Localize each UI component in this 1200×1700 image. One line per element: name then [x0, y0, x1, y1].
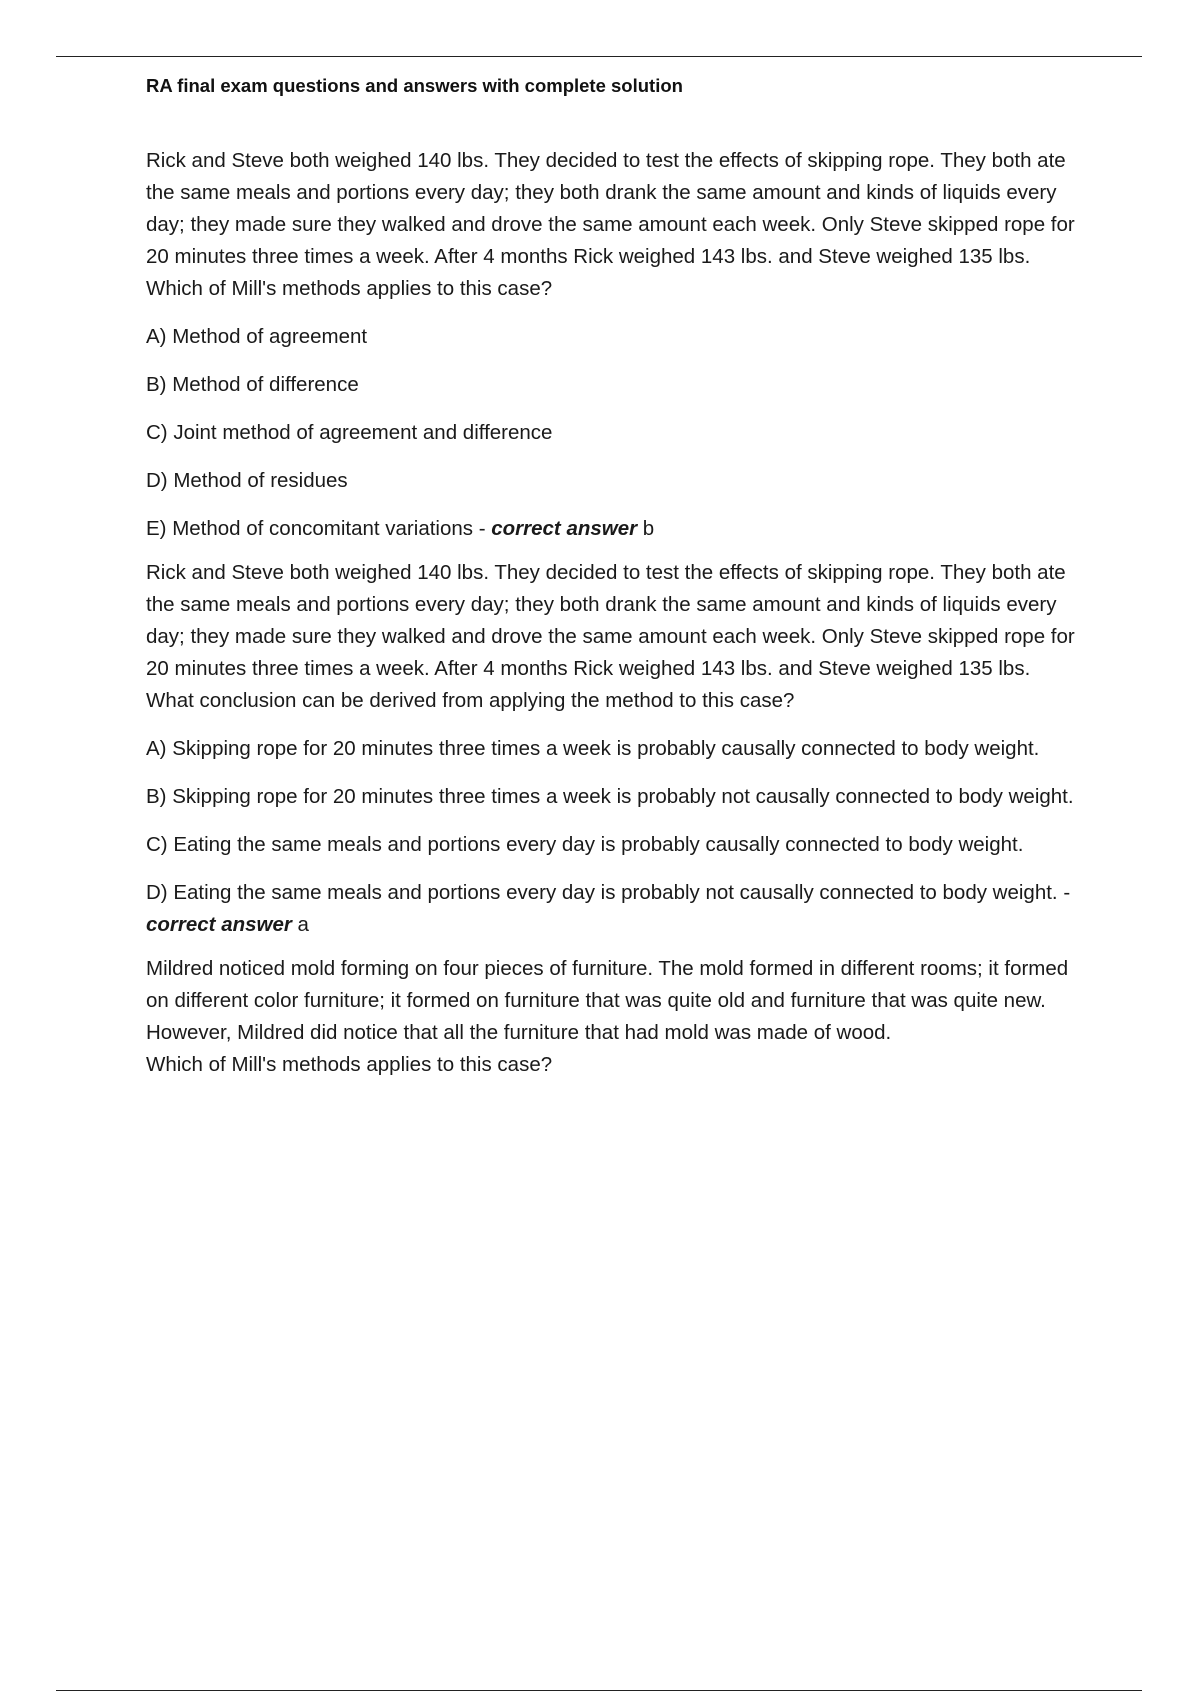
question-scenario: Rick and Steve both weighed 140 lbs. They decided to test the effects of skipping rope. They both ate the same meals and portions every day; they both drank the same amount and kinds of liquids every day; they made sure they walked and drove the same amount each week. Only Steve skipped rope for 20 minutes three times a week. After 4 months Rick weighed 143 lbs. and Steve weighed 135 lbs. — [146, 149, 1075, 268]
question-scenario: Rick and Steve both weighed 140 lbs. They decided to test the effects of skipping rope. They both ate the same meals and portions every day; they both drank the same amount and kinds of liquids every day; they made sure they walked and drove the same amount each week. Only Steve skipped rope for 20 minutes three times a week. After 4 months Rick weighed 143 lbs. and Steve weighed 135 lbs. — [146, 561, 1075, 680]
question-scenario: Mildred noticed mold forming on four pieces of furniture. The mold formed in different rooms; it formed on different color furniture; it formed on furniture that was quite old and furniture that was quite new. However, Mildred did notice that all the furniture that had mold was made of wood. — [146, 957, 1069, 1044]
answer-option-with-key — [146, 877, 1096, 941]
header-rule — [56, 56, 1142, 57]
question-prompt: What conclusion can be derived from applying the method to this case? — [146, 689, 795, 712]
answer-option: D) Method of residues — [146, 469, 348, 492]
answer-separator: - — [473, 517, 492, 540]
question-block — [146, 953, 1096, 1081]
footer-rule — [56, 1690, 1142, 1691]
document-body — [146, 145, 1096, 1097]
option-text: D) Eating the same meals and portions every day is probably not causally connected to body weight. — [146, 881, 1058, 904]
correct-answer-value: a — [291, 913, 309, 936]
answer-option: A) Method of agreement — [146, 325, 368, 348]
question-prompt: Which of Mill's methods applies to this case? — [146, 1053, 553, 1076]
correct-answer-label: correct answer — [491, 517, 638, 540]
option-text: E) Method of concomitant variations — [146, 517, 474, 540]
answer-separator: - — [1057, 881, 1071, 904]
correct-answer-value: b — [637, 517, 655, 540]
answer-option-with-key — [146, 513, 1096, 545]
document-title: RA final exam questions and answers with complete solution — [146, 75, 683, 96]
question-block — [146, 145, 1096, 545]
answer-option: C) Joint method of agreement and difference — [146, 421, 553, 444]
answer-option: B) Skipping rope for 20 minutes three times a week is probably not causally connected to body weight. — [146, 785, 1074, 808]
answer-option: B) Method of difference — [146, 373, 359, 396]
answer-option: C) Eating the same meals and portions every day is probably causally connected to body weight. — [146, 833, 1024, 856]
correct-answer-label: correct answer — [146, 913, 292, 936]
question-block — [146, 557, 1096, 941]
question-prompt: Which of Mill's methods applies to this case? — [146, 277, 553, 300]
answer-option: A) Skipping rope for 20 minutes three times a week is probably causally connected to body weight. — [146, 737, 1040, 760]
